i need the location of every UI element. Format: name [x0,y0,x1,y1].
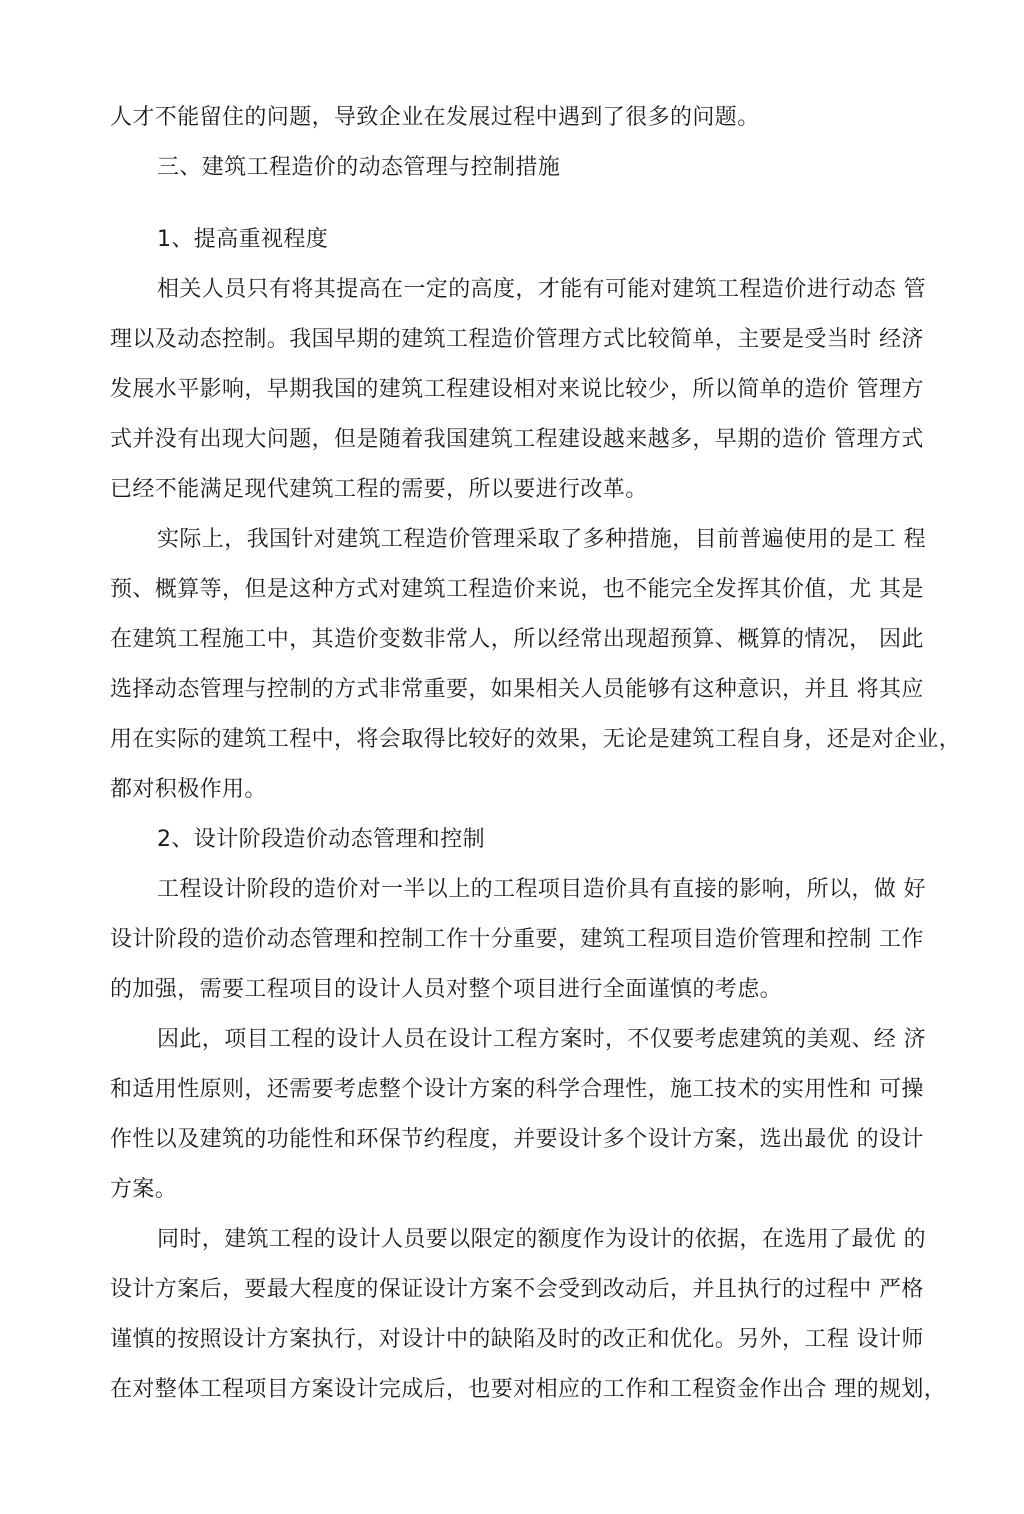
text-line: 已经不能满足现代建筑工程的需要，所以要进行改革。 [110,477,648,502]
text-line: 作性以及建筑的功能性和环保节约程度，并要设计多个设计方案，选出最优 的设计 [110,1127,924,1152]
text-line: 工程设计阶段的造价对一半以上的工程项目造价具有直接的影响，所以，做 好 [157,877,926,902]
subsection-heading: 1、提高重视程度 [157,227,329,252]
text-line: 的加强，需要工程项目的设计人员对整个项目进行全面谨慎的考虑。 [110,977,783,1002]
text-line: 相关人员只有将其提高在一定的高度，才能有可能对建筑工程造价进行动态 管 [157,277,926,302]
text-line: 发展水平影响，早期我国的建筑工程建设相对来说比较少，所以简单的造价 管理方 [110,377,924,402]
text-line: 实际上，我国针对建筑工程造价管理采取了多种措施，目前普遍使用的是工 程 [157,527,926,552]
text-line: 设计阶段的造价动态管理和控制工作十分重要，建筑工程项目造价管理和控制 工作 [110,927,924,952]
section-heading: 三、建筑工程造价的动态管理与控制措施 [157,155,561,180]
text-line: 和适用性原则，还需要考虑整个设计方案的科学合理性，施工技术的实用性和 可操 [110,1077,924,1102]
text-line: 人才不能留住的问题，导致企业在发展过程中遇到了很多的问题。 [110,105,760,130]
text-line: 都对积极作用。 [110,777,267,802]
text-line: 理以及动态控制。我国早期的建筑工程造价管理方式比较简单，主要是受当时 经济 [110,327,924,352]
text-line: 设计方案后，要最大程度的保证设计方案不会受到改动后，并且执行的过程中 严格 [110,1277,924,1302]
text-line: 选择动态管理与控制的方式非常重要，如果相关人员能够有这种意识，并且 将其应 [110,677,924,702]
text-line: 同时，建筑工程的设计人员要以限定的额度作为设计的依据，在选用了最优 的 [157,1227,926,1252]
subsection-heading: 2、设计阶段造价动态管理和控制 [157,827,485,852]
text-line: 因此，项目工程的设计人员在设计工程方案时，不仅要考虑建筑的美观、经 济 [157,1027,926,1052]
text-line: 方案。 [110,1177,178,1202]
text-line: 谨慎的按照设计方案执行，对设计中的缺陷及时的改正和优化。另外，工程 设计师 [110,1327,924,1352]
text-line: 预、概算等，但是这种方式对建筑工程造价来说，也不能完全发挥其价值，尤 其是 [110,577,924,602]
text-line: 用在实际的建筑工程中，将会取得比较好的效果，无论是建筑工程自身，还是对企业， [110,727,962,752]
text-line: 式并没有出现大问题，但是随着我国建筑工程建设越来越多，早期的造价 管理方式 [110,427,924,452]
text-line: 在建筑工程施工中，其造价变数非常人，所以经常出现超预算、概算的情况， 因此 [110,627,924,652]
text-line: 在对整体工程项目方案设计完成后，也要对相应的工作和工程资金作出合 理的规划， [110,1377,947,1402]
